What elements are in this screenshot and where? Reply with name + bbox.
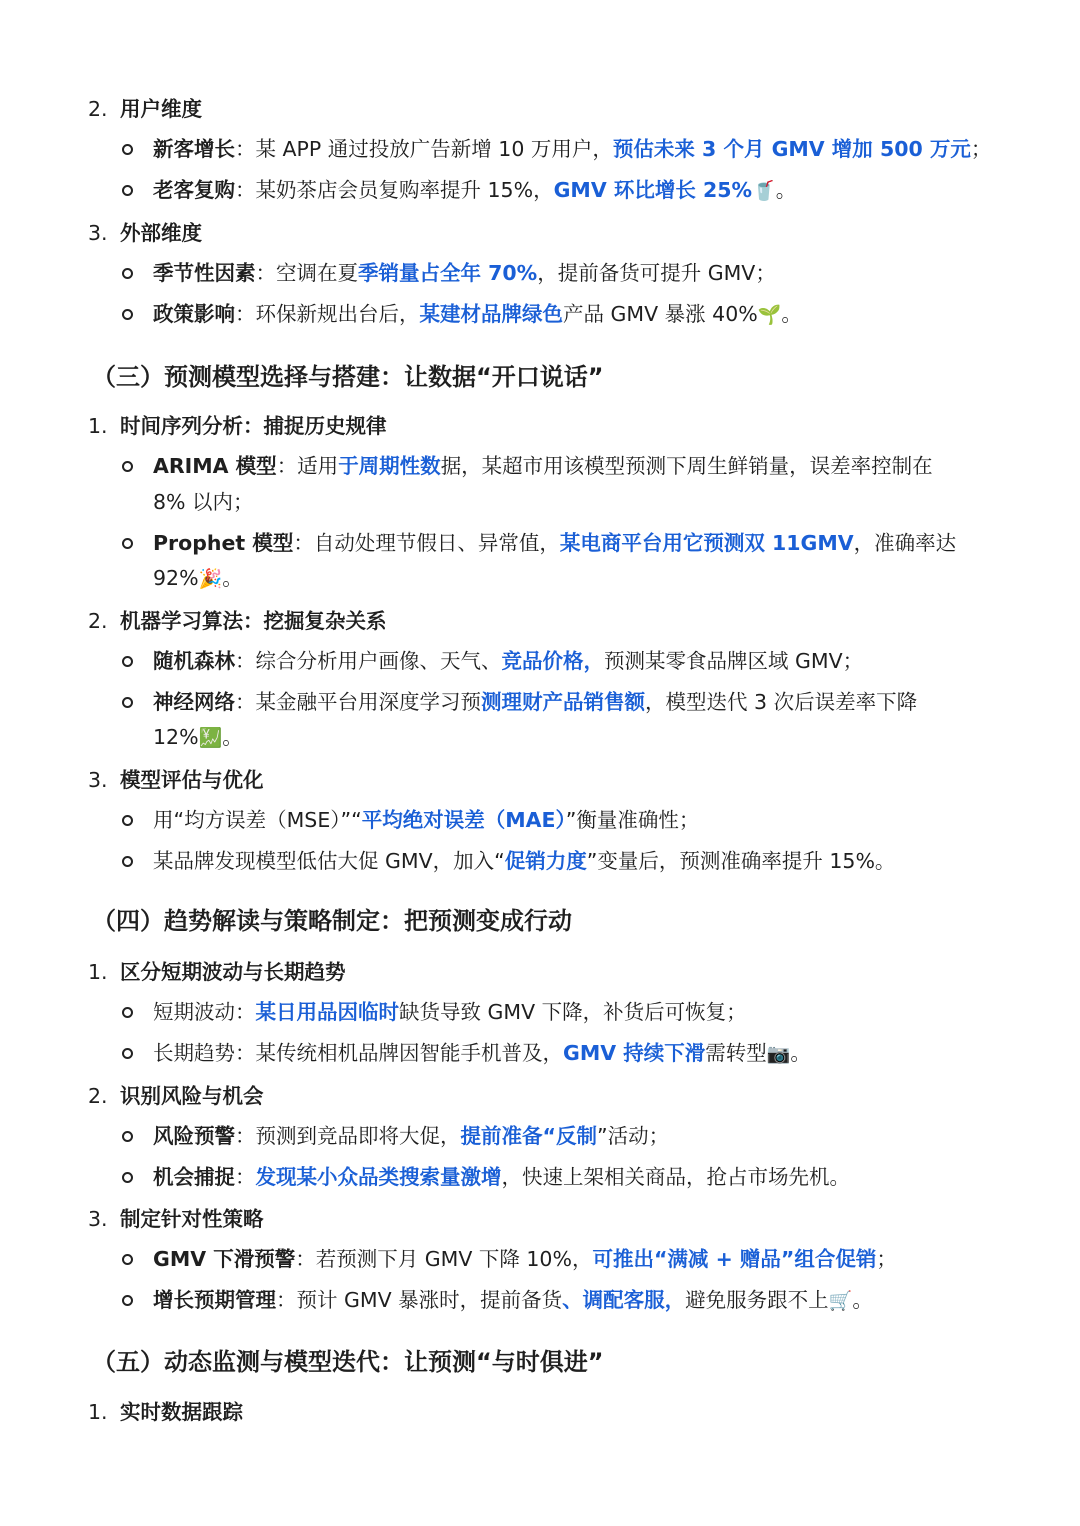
list-number: 2. bbox=[88, 1084, 108, 1108]
list-number: 1. bbox=[88, 960, 108, 984]
party-icon: 🎉 bbox=[198, 568, 223, 590]
bullet bbox=[122, 538, 133, 549]
item-promo-factor: 某品牌发现模型低估大促 GMV，加入“促销力度”变量后，预测准确率提升 15%。 bbox=[153, 849, 896, 873]
item-arima: ARIMA 模型：适用于周期性数据，某超市用该模型预测下周生鲜销量，误差率控制在 bbox=[153, 454, 933, 478]
list-number: 3. bbox=[88, 221, 108, 245]
chart-yen-icon: 💹 bbox=[198, 727, 223, 749]
bullet bbox=[122, 1048, 133, 1059]
list-heading-ml: 机器学习算法：挖掘复杂关系 bbox=[120, 609, 387, 633]
bullet bbox=[122, 268, 133, 279]
bullet bbox=[122, 1172, 133, 1183]
item-neural-net-cont: 12%💹。 bbox=[153, 725, 243, 749]
cart-icon: 🛒 bbox=[828, 1290, 853, 1312]
section-heading-5: （五）动态监测与模型迭代：让预测“与时俱进” bbox=[92, 1348, 604, 1376]
bullet bbox=[122, 1295, 133, 1306]
section-heading-3: （三）预测模型选择与搭建：让数据“开口说话” bbox=[92, 363, 604, 391]
item-random-forest: 随机森林：综合分析用户画像、天气、竞品价格，预测某零食品牌区域 GMV； bbox=[153, 649, 864, 673]
list-number: 2. bbox=[88, 97, 108, 121]
item-gmv-decline: GMV 下滑预警：若预测下月 GMV 下降 10%，可推出“满减 + 赠品”组合促销； bbox=[153, 1247, 897, 1271]
list-number: 2. bbox=[88, 609, 108, 633]
item-neural-net: 神经网络：某金融平台用深度学习预测理财产品销售额，模型迭代 3 次后误差率下降 bbox=[153, 690, 918, 714]
list-heading-risk: 识别风险与机会 bbox=[120, 1084, 264, 1108]
drink-icon: 🥤 bbox=[752, 180, 776, 202]
list-heading-trend: 区分短期波动与长期趋势 bbox=[120, 960, 346, 984]
item-short-term: 短期波动：某日用品因临时缺货导致 GMV 下降，补货后可恢复； bbox=[153, 1000, 747, 1024]
item-opportunity: 机会捕捉：发现某小众品类搜索量激增，快速上架相关商品，抢占市场先机。 bbox=[153, 1165, 850, 1189]
item-new-customer: 新客增长：某 APP 通过投放广告新增 10 万用户，预估未来 3 个月 GMV 增加 500 万元； bbox=[153, 137, 992, 161]
list-heading-external: 外部维度 bbox=[120, 221, 202, 245]
bullet bbox=[122, 185, 133, 196]
bullet bbox=[122, 697, 133, 708]
bullet bbox=[122, 461, 133, 472]
list-heading-eval: 模型评估与优化 bbox=[120, 768, 264, 792]
item-long-term: 长期趋势：某传统相机品牌因智能手机普及，GMV 持续下滑需转型📷。 bbox=[153, 1041, 811, 1065]
item-prophet-cont: 92%🎉。 bbox=[153, 566, 243, 590]
item-mse: 用“均方误差（MSE）”“平均绝对误差（MAE）”衡量准确性； bbox=[153, 808, 700, 832]
item-policy: 政策影响：环保新规出台后，某建材品牌绿色产品 GMV 暴涨 40%🌱。 bbox=[153, 302, 802, 326]
list-heading-realtime: 实时数据跟踪 bbox=[120, 1400, 243, 1424]
list-number: 3. bbox=[88, 1207, 108, 1231]
section-heading-4: （四）趋势解读与策略制定：把预测变成行动 bbox=[92, 907, 572, 935]
list-number: 3. bbox=[88, 768, 108, 792]
bullet bbox=[122, 1131, 133, 1142]
seedling-icon: 🌱 bbox=[757, 304, 782, 326]
item-growth-mgmt: 增长预期管理：预计 GMV 暴涨时，提前备货、调配客服，避免服务跟不上🛒。 bbox=[153, 1288, 873, 1312]
list-number: 1. bbox=[88, 1400, 108, 1424]
item-risk-warning: 风险预警：预测到竞品即将大促，提前准备“反制”活动； bbox=[153, 1124, 670, 1148]
bullet bbox=[122, 1007, 133, 1018]
bullet bbox=[122, 656, 133, 667]
list-heading-strategy: 制定针对性策略 bbox=[120, 1207, 264, 1231]
item-prophet: Prophet 模型：自动处理节假日、异常值，某电商平台用它预测双 11GMV，准确率达 bbox=[153, 531, 957, 555]
bullet bbox=[122, 144, 133, 155]
item-repeat-purchase: 老客复购：某奶茶店会员复购率提升 15%，GMV 环比增长 25%🥤。 bbox=[153, 178, 797, 202]
item-arima-cont: 8% 以内； bbox=[153, 490, 254, 514]
list-number: 1. bbox=[88, 414, 108, 438]
list-heading-time-series: 时间序列分析：捕捉历史规律 bbox=[120, 414, 387, 438]
bullet bbox=[122, 815, 133, 826]
bullet bbox=[122, 856, 133, 867]
bullet bbox=[122, 1254, 133, 1265]
item-seasonal: 季节性因素：空调在夏季销量占全年 70%，提前备货可提升 GMV； bbox=[153, 261, 776, 285]
list-heading-user: 用户维度 bbox=[120, 97, 202, 121]
camera-icon: 📷 bbox=[766, 1043, 791, 1065]
bullet bbox=[122, 309, 133, 320]
